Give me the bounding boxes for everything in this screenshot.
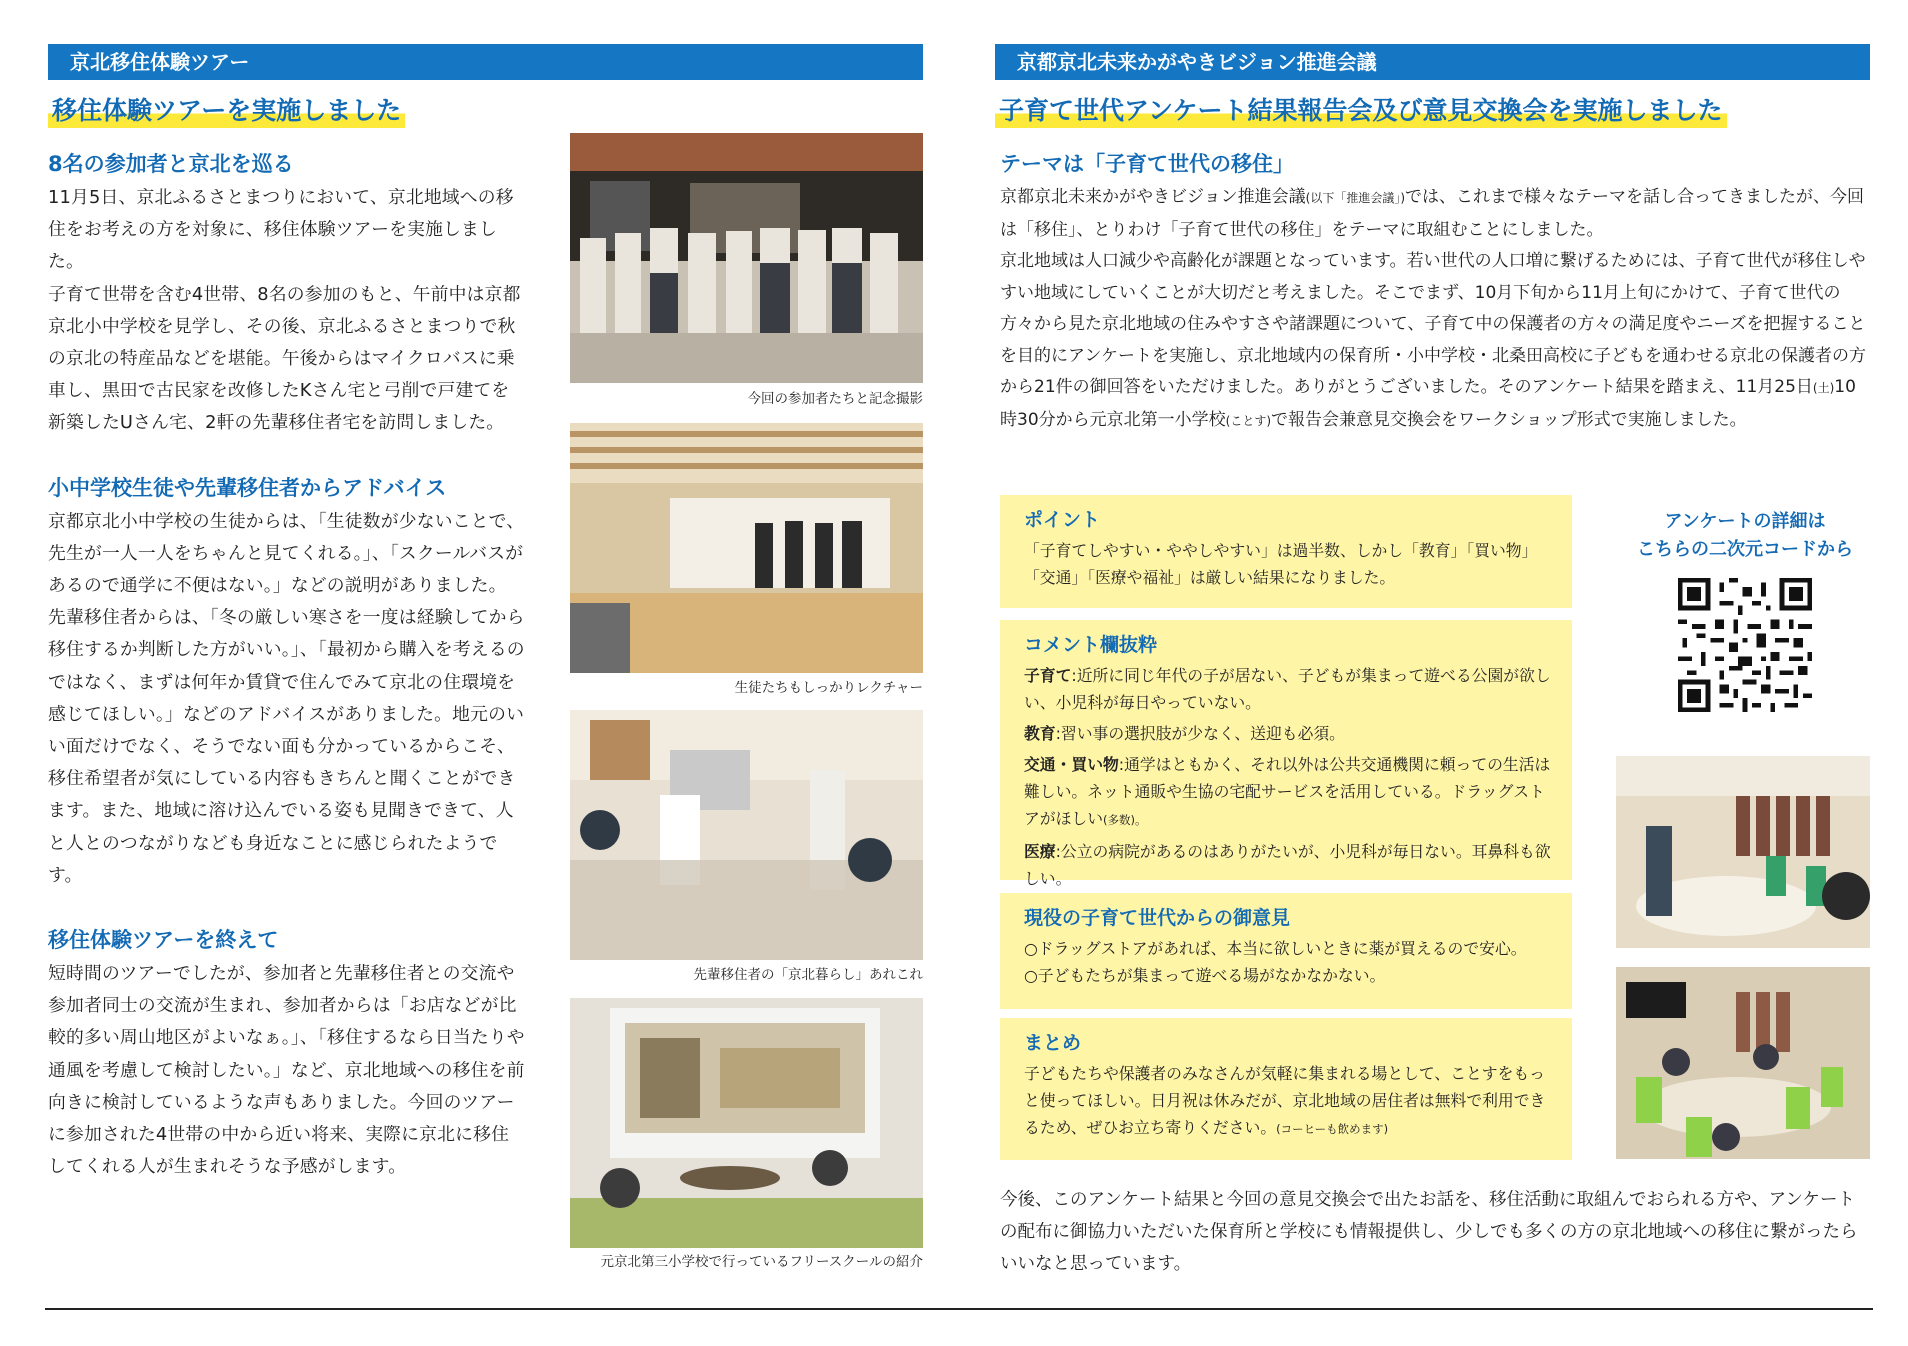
comment-item: 教育:習い事の選択肢が少なく、送迎も必須。 bbox=[1024, 724, 1345, 743]
comment-item: 医療:公立の病院があるのはありがたいが、小児科が毎日ない。耳鼻科も欲しい。 bbox=[1024, 842, 1551, 888]
box-title: コメント欄抜粋 bbox=[1024, 634, 1158, 656]
photo-free-school bbox=[570, 998, 923, 1248]
qr-caption-line: アンケートの詳細は bbox=[1664, 511, 1826, 532]
box-title: 現役の子育て世代からの御意見 bbox=[1024, 907, 1291, 929]
qr-caption-line: こちらの二次元コードから bbox=[1637, 539, 1853, 560]
headline-left bbox=[48, 94, 405, 128]
section-bar-left: 京北移住体験ツアー bbox=[48, 44, 923, 80]
paragraph: 11月5日、京北ふるさとまつりにおいて、京北地域への移住をお考えの方を対象に、移住体験ツアーを実施しました。 bbox=[48, 187, 514, 273]
paragraph: 先輩移住者からは、「冬の厳しい寒さを一度は経験してから移住するか判断した方がいい。」、「最初から購入を考えるのではなく、まずは何年か賃貸で住んでみて京北の住環境を感じてほしい。」などのアドバイスがありました。地元のいい面だけでなく、そうでない面も分かっているからこそ、移住希望者が気にしている内容もきちんと聞くことができます。また、地域に溶け込んでいる姿も見聞きできて、人と人とのつながりなども身近なことに感じられたようです。 bbox=[48, 607, 525, 886]
box-opinions bbox=[1000, 893, 1572, 1009]
paragraph: 京北地域は人口減少や高齢化が課題となっています。若い世代の人口増に繋げるためには、子育て世代が移住しやすい地域にしていくことが大切だと考えました。そこでまず、10月下旬から11月上旬にかけて、子育て世代の方々から見た京北地域の住みやすさや諸課題について、子育て中の保護者の方々の満足度やニーズを把握することを目的にアンケートを実施し、京北地域内の保育所・小中学校・北桑田高校に子どもを通わせる京北の保護者の方から21件の御回答をいただけました。ありがとうございました。そのアンケート結果を踏まえ、11月25日(土)10時30分から元京北第一小学校(ことす)で報告会兼意見交換会をワークショップ形式で実施しました。 bbox=[1000, 251, 1866, 430]
photo-workshop-2 bbox=[1616, 967, 1870, 1159]
subheading-participants: 8名の参加者と京北を巡る bbox=[48, 152, 294, 176]
photo-group bbox=[570, 133, 923, 383]
photo-workshop-1 bbox=[1616, 756, 1870, 948]
paragraph: 京都京北小中学校の生徒からは、「生徒数が少ないことで、先生が一人一人をちゃんと見てくれる。」、「スクールバスがあるので通学に不便はない。」などの説明がありました。 bbox=[48, 510, 525, 597]
subheading-after-tour: 移住体験ツアーを終えて bbox=[48, 928, 279, 953]
box-comments bbox=[1000, 620, 1572, 888]
opinion-line: ○子どもたちが集まって遊べる場がなかなかない。 bbox=[1024, 966, 1386, 985]
caption: 元京北第三小学校で行っているフリースクールの紹介 bbox=[600, 1254, 923, 1270]
photo-school bbox=[570, 423, 923, 673]
headline-right bbox=[995, 94, 1727, 128]
caption: 生徒たちもしっかりレクチャー bbox=[734, 680, 923, 696]
box-title: まとめ bbox=[1024, 1032, 1082, 1054]
qr-caption bbox=[1610, 508, 1880, 564]
headline-right-text: 子育て世代アンケート結果報告会及び意見交換会を実施しました bbox=[995, 94, 1727, 128]
paragraph: 京都京北未来かがやきビジョン推進会議(以下「推進会議」)では、これまで様々なテーマを話し合ってきましたが、今回は「移住」、とりわけ「子育て世代の移住」をテーマに取組むことにしました。 bbox=[1000, 187, 1865, 240]
box-point bbox=[1000, 495, 1572, 608]
subheading-advice: 小中学校生徒や先輩移住者からアドバイス bbox=[48, 475, 447, 500]
paragraph: 子育て世帯を含む4世帯、8名の参加のもと、午前中は京都京北小中学校を見学し、その後、京北ふるさとまつりで秋の京北の特産品などを堪能。午後からはマイクロバスに乗車し、黒田で古民家を改修したKさん宅と弓削で戸建てを新築したUさん宅、2軒の先輩移住者宅を訪問しました。 bbox=[48, 283, 521, 434]
caption: 今回の参加者たちと記念撮影 bbox=[747, 391, 923, 407]
section-bar-right: 京都京北未来かがやきビジョン推進会議 bbox=[995, 44, 1870, 80]
comment-item: 子育て:近所に同じ年代の子が居ない、子どもが集まって遊べる公園が欲しい、小児科が毎日やっていない。 bbox=[1024, 666, 1551, 712]
photo-senior-home bbox=[570, 710, 923, 960]
comment-item: 交通・買い物:通学はともかく、それ以外は公共交通機関に頼っての生活は難しい。ネット通販や生協の宅配サービスを活用している。ドラッグストアがほしい(多数)。 bbox=[1024, 755, 1551, 828]
closing-paragraph: 今後、このアンケート結果と今回の意見交換会で出たお話を、移住活動に取組んでおられる方や、アンケートの配布に御協力いただいた保育所と学校にも情報提供し、少しでも多くの方の京北地域への移住に繋がったらいいなと思っています。 bbox=[1000, 1190, 1858, 1274]
box-text: 「子育てしやすい・ややしやすい」は過半数、しかし「教育」「買い物」「交通」「医療や福祉」は厳しい結果になりました。 bbox=[1024, 541, 1538, 587]
box-summary bbox=[1000, 1018, 1572, 1160]
article-left-text bbox=[48, 150, 526, 1183]
subheading-theme: テーマは「子育て世代の移住」 bbox=[1000, 152, 1294, 176]
bottom-rule bbox=[45, 1308, 1873, 1310]
qr-code[interactable] bbox=[1678, 578, 1812, 712]
caption: 先輩移住者の「京北暮らし」あれこれ bbox=[693, 967, 923, 983]
box-text: 子どもたちや保護者のみなさんが気軽に集まれる場として、ことすをもっと使ってほしい。日月祝は休みだが、京北地域の居住者は無料で利用できるため、ぜひお立ち寄りください。(コーヒーも飲めます) bbox=[1024, 1064, 1546, 1137]
opinion-line: ○ドラッグストアがあれば、本当に欲しいときに薬が買えるので安心。 bbox=[1024, 939, 1527, 958]
paragraph: 短時間のツアーでしたが、参加者と先輩移住者との交流や参加者同士の交流が生まれ、参加者からは「お店などが比較的多い周山地区がよいなぁ。」、「移住するなら日当たりや通風を考慮して検討したい。」など、京北地域への移住を前向きに検討しているような声もありました。今回のツアーに参加された4世帯の中から近い将来、実際に京北に移住してくれる人が生まれそうな予感がします。 bbox=[48, 963, 525, 1178]
article-right-text bbox=[1000, 150, 1870, 437]
box-title: ポイント bbox=[1024, 509, 1101, 531]
headline-left-text: 移住体験ツアーを実施しました bbox=[48, 94, 405, 128]
